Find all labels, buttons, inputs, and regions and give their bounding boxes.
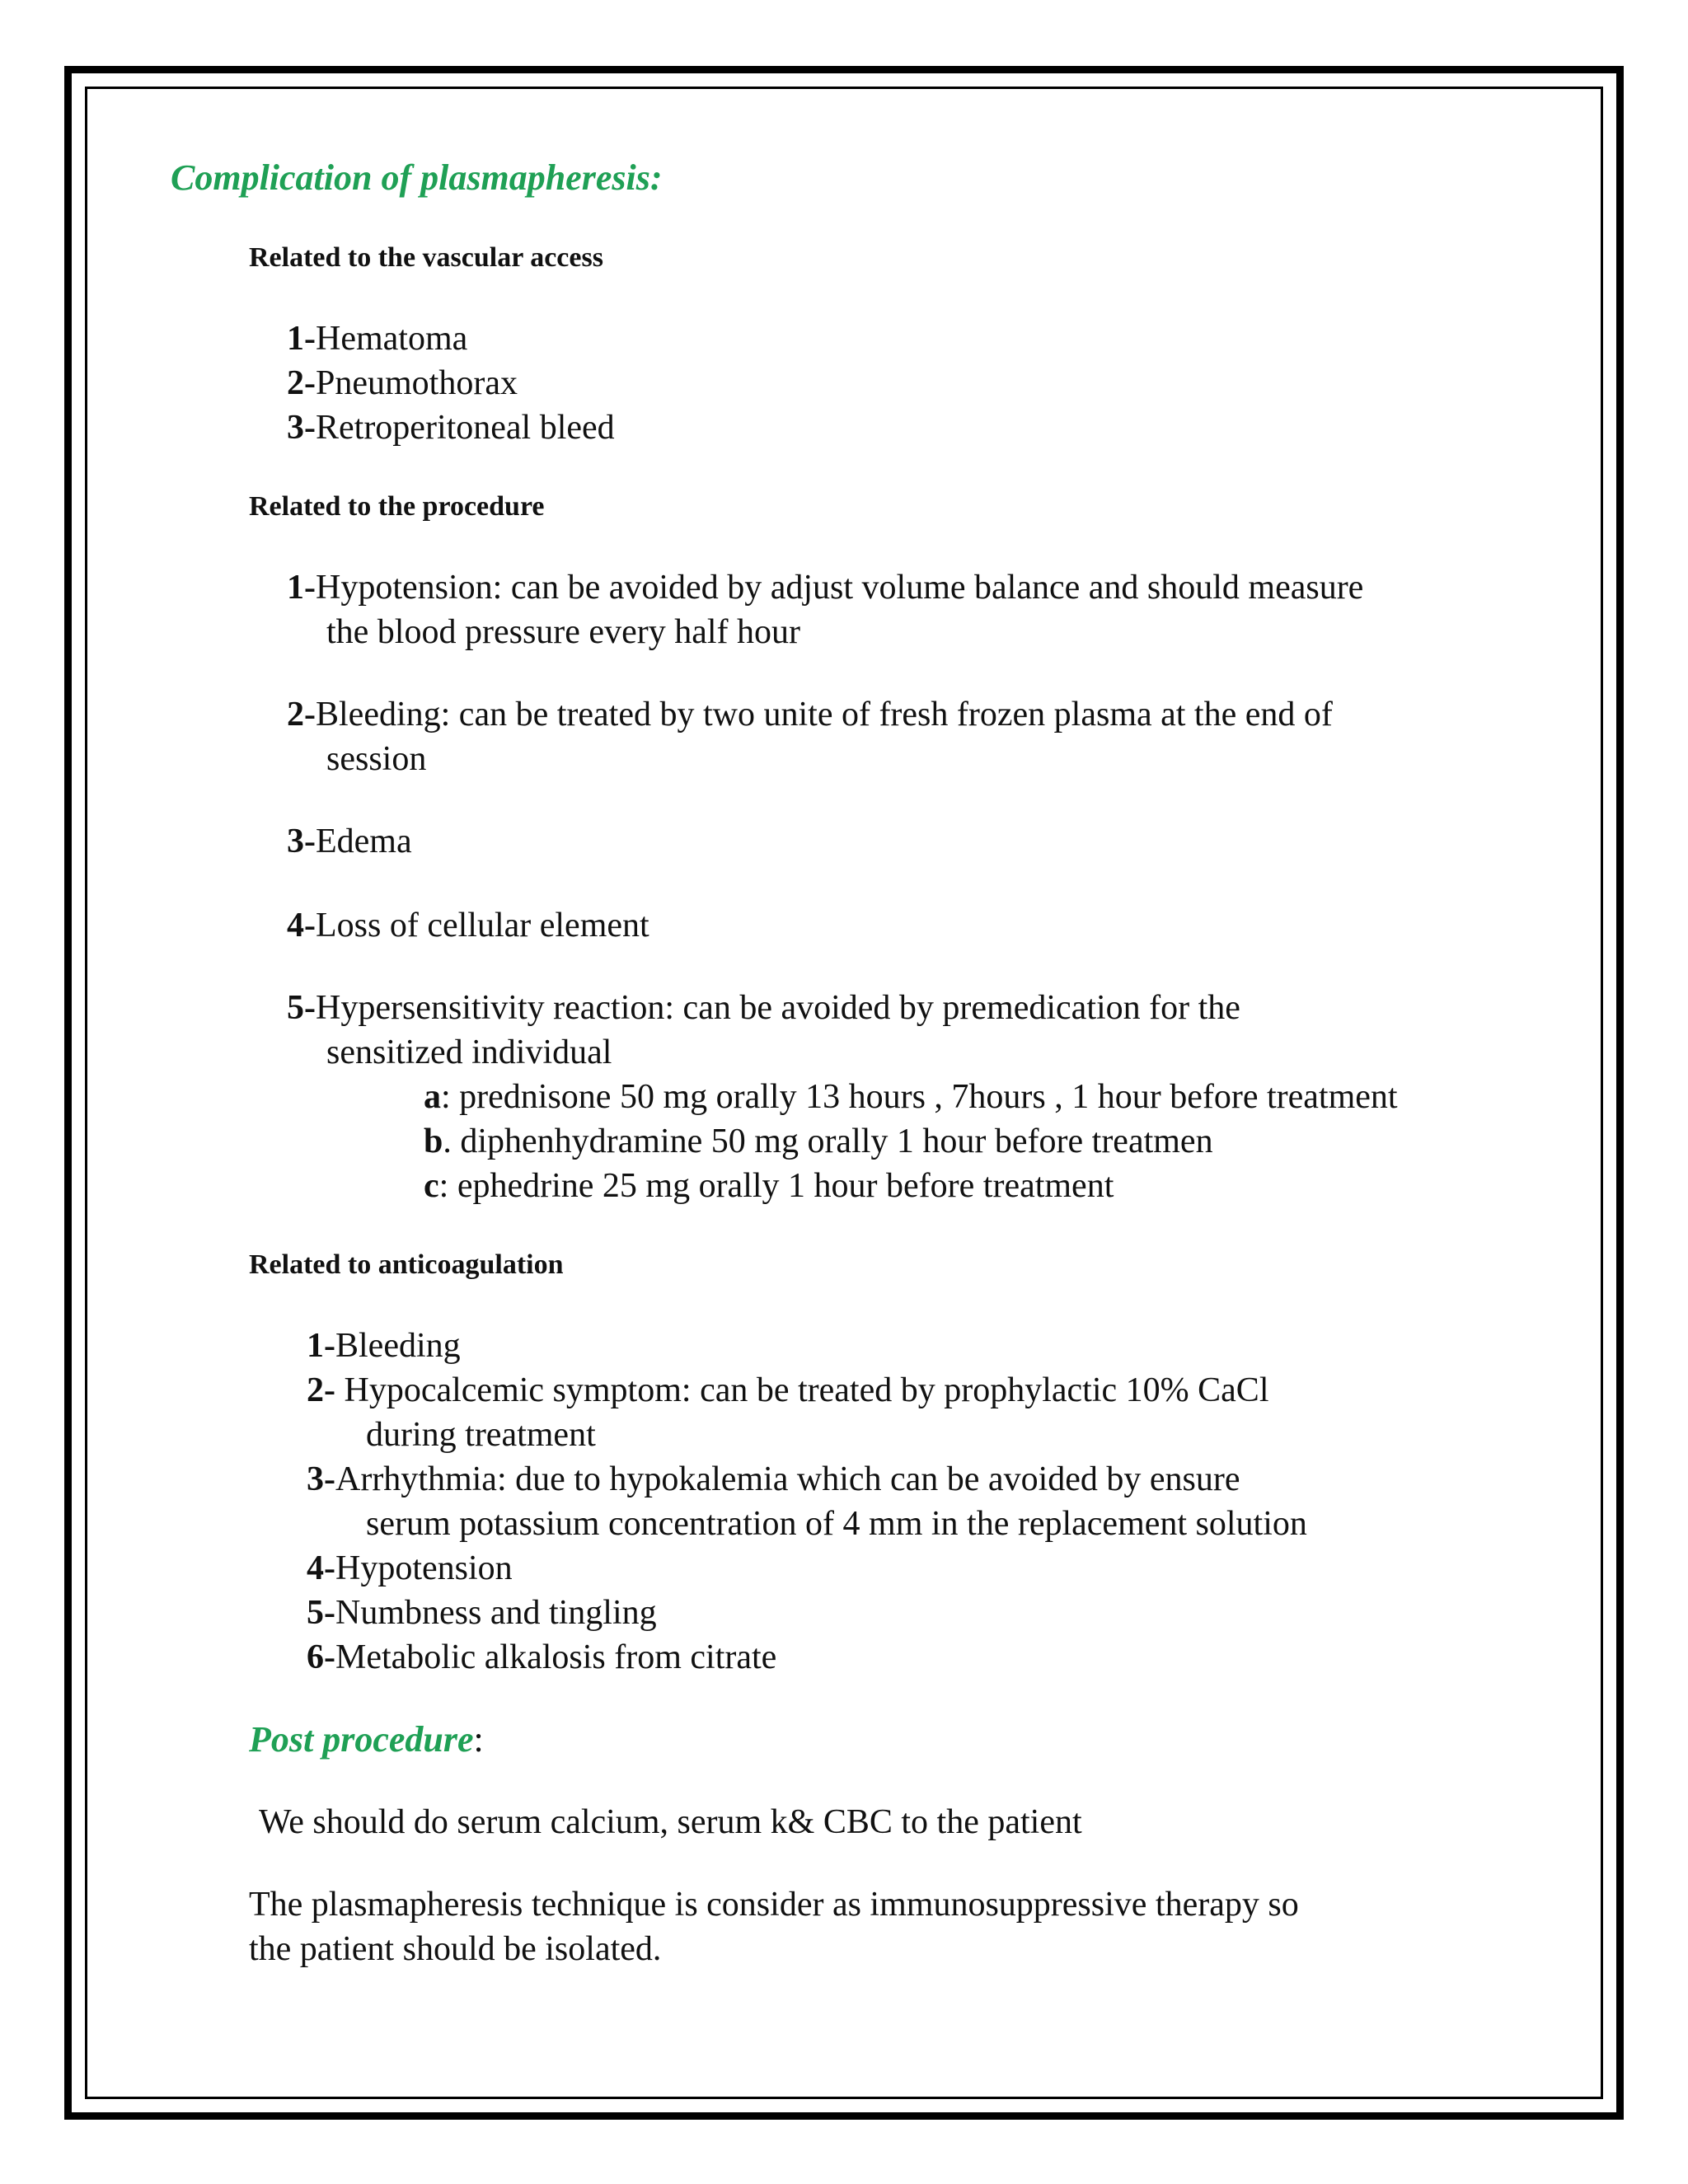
list-item: 4-Hypotension — [307, 1549, 513, 1587]
anticoag-heading: Related to anticoagulation — [249, 1249, 564, 1280]
sub-item: c: ephedrine 25 mg orally 1 hour before treatment — [424, 1167, 1114, 1205]
list-item: 5-Hypersensitivity reaction: can be avoided by premedication for the — [287, 989, 1240, 1027]
procedure-heading: Related to the procedure — [249, 491, 545, 522]
list-item: 3-Retroperitoneal bleed — [287, 409, 615, 447]
sub-item: a: prednisone 50 mg orally 13 hours , 7hours , 1 hour before treatment — [424, 1078, 1398, 1116]
list-item-continuation: sensitized individual — [326, 1033, 612, 1071]
post-paragraph-2-line-1: The plasmapheresis technique is consider as immunosuppressive therapy so — [249, 1886, 1299, 1924]
list-item: 2-Bleeding: can be treated by two unite of fresh frozen plasma at the end of — [287, 696, 1333, 733]
page-title: Complication of plasmapheresis: — [171, 157, 663, 198]
list-item-continuation: the blood pressure every half hour — [326, 613, 800, 651]
sub-item: b. diphenhydramine 50 mg orally 1 hour before treatmen — [424, 1122, 1213, 1160]
post-procedure-heading: Post procedure: — [249, 1719, 484, 1760]
vascular-heading: Related to the vascular access — [249, 242, 603, 273]
post-paragraph-1: We should do serum calcium, serum k& CBC to the patient — [259, 1803, 1082, 1841]
post-paragraph-2-line-2: the patient should be isolated. — [249, 1930, 662, 1968]
list-item-continuation: session — [326, 740, 427, 778]
list-item: 1-Hypotension: can be avoided by adjust volume balance and should measure — [287, 569, 1364, 607]
list-item: 3-Arrhythmia: due to hypokalemia which can be avoided by ensure — [307, 1460, 1240, 1498]
list-item: 5-Numbness and tingling — [307, 1594, 657, 1632]
list-item: 1-Hematoma — [287, 320, 468, 358]
list-item: 6-Metabolic alkalosis from citrate — [307, 1638, 777, 1676]
list-item: 1-Bleeding — [307, 1327, 461, 1365]
list-item-continuation: during treatment — [366, 1416, 596, 1454]
list-item: 3-Edema — [287, 823, 412, 860]
list-item-continuation: serum potassium concentration of 4 mm in the replacement solution — [366, 1505, 1307, 1543]
list-item: 2- Hypocalcemic symptom: can be treated by prophylactic 10% CaCl — [307, 1371, 1269, 1409]
list-item: 2-Pneumothorax — [287, 364, 518, 402]
list-item: 4-Loss of cellular element — [287, 907, 649, 944]
